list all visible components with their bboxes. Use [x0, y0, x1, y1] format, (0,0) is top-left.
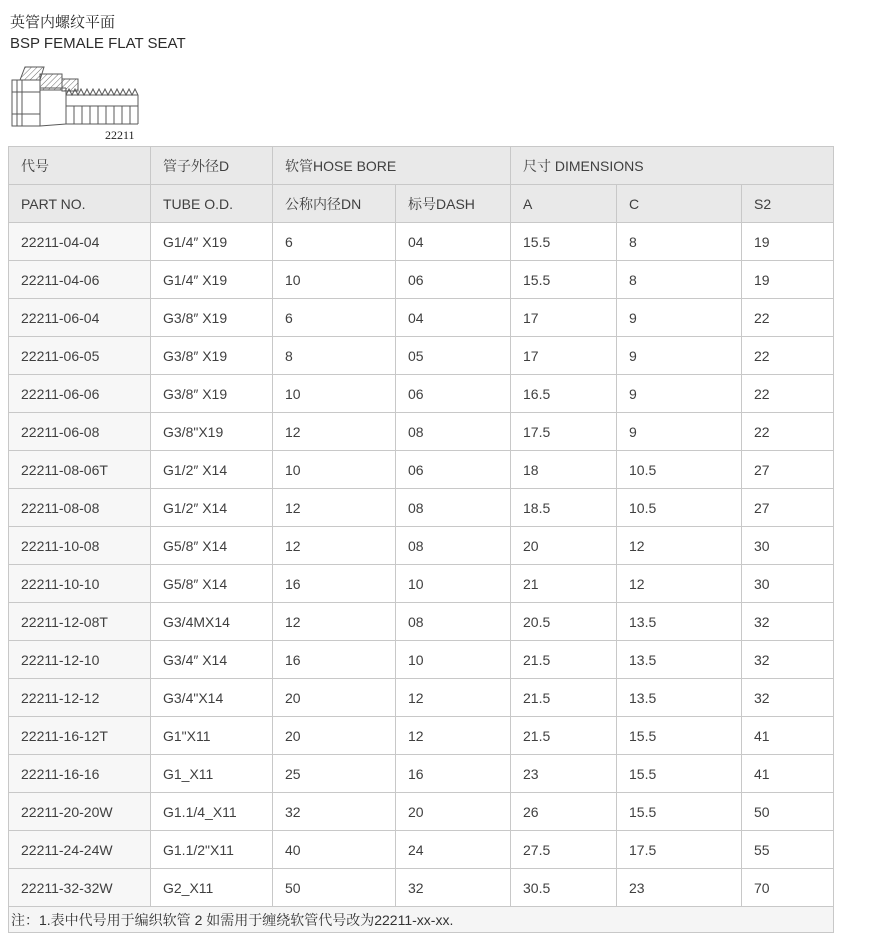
table-cell: 22211-24-24W	[9, 831, 151, 869]
table-cell: 22211-10-08	[9, 527, 151, 565]
table-cell: 16.5	[511, 375, 617, 413]
table-cell: 9	[617, 299, 742, 337]
table-cell: 15.5	[617, 793, 742, 831]
table-cell: 16	[396, 755, 511, 793]
table-cell: 12	[617, 565, 742, 603]
table-cell: 8	[617, 261, 742, 299]
table-cell: 22211-16-16	[9, 755, 151, 793]
table-cell: 50	[273, 869, 396, 907]
table-cell: 12	[396, 679, 511, 717]
fitting-drawing	[8, 62, 153, 142]
header-row-1	[9, 147, 834, 185]
table-cell: 22211-12-12	[9, 679, 151, 717]
table-cell: 12	[273, 489, 396, 527]
table-cell: 22	[742, 413, 834, 451]
table-cell: 18	[511, 451, 617, 489]
table-cell: 10	[396, 565, 511, 603]
table-cell: 08	[396, 603, 511, 641]
table-cell: 22211-06-08	[9, 413, 151, 451]
table-cell: 10	[396, 641, 511, 679]
header-part-no-cn: 代号	[9, 147, 151, 185]
fitting-outline	[12, 67, 138, 126]
table-cell: 15.5	[511, 223, 617, 261]
table-cell: 22211-10-10	[9, 565, 151, 603]
table-cell: G5/8″ X14	[151, 527, 273, 565]
table-cell: 10.5	[617, 489, 742, 527]
table-row	[9, 261, 834, 299]
table-row	[9, 603, 834, 641]
table-row	[9, 565, 834, 603]
table-cell: G3/4"X14	[151, 679, 273, 717]
table-cell: 9	[617, 413, 742, 451]
header-hose-bore: 软管HOSE BORE	[273, 147, 511, 185]
table-cell: 21	[511, 565, 617, 603]
table-cell: 25	[273, 755, 396, 793]
table-header	[9, 147, 834, 223]
table-cell: 26	[511, 793, 617, 831]
table-cell: 22211-06-06	[9, 375, 151, 413]
table-cell: 20	[273, 679, 396, 717]
table-cell: 10	[273, 375, 396, 413]
table-cell: 18.5	[511, 489, 617, 527]
drawing-part-number: 22211	[105, 128, 135, 142]
table-cell: 06	[396, 451, 511, 489]
table-cell: 06	[396, 375, 511, 413]
table-cell: 23	[617, 869, 742, 907]
table-cell: 22211-06-05	[9, 337, 151, 375]
table-cell: 13.5	[617, 603, 742, 641]
table-cell: 32	[273, 793, 396, 831]
table-cell: G3/8″ X19	[151, 375, 273, 413]
table-cell: 22211-06-04	[9, 299, 151, 337]
table-cell: 17.5	[511, 413, 617, 451]
spec-table	[8, 146, 834, 933]
table-row	[9, 337, 834, 375]
table-cell: 08	[396, 489, 511, 527]
table-cell: 10	[273, 451, 396, 489]
table-cell: 12	[617, 527, 742, 565]
table-cell: 22211-12-10	[9, 641, 151, 679]
table-row	[9, 489, 834, 527]
table-cell: 8	[273, 337, 396, 375]
header-dim-s2: S2	[742, 185, 834, 223]
table-cell: 32	[742, 603, 834, 641]
table-cell: G3/4MX14	[151, 603, 273, 641]
table-cell: 10	[273, 261, 396, 299]
table-cell: 08	[396, 413, 511, 451]
table-cell: G3/8"X19	[151, 413, 273, 451]
table-row	[9, 451, 834, 489]
table-cell: G1.1/4_X11	[151, 793, 273, 831]
table-cell: 08	[396, 527, 511, 565]
table-cell: 19	[742, 223, 834, 261]
table-cell: 32	[396, 869, 511, 907]
header-dim-a: A	[511, 185, 617, 223]
table-cell: 22	[742, 299, 834, 337]
table-cell: 30.5	[511, 869, 617, 907]
table-row	[9, 869, 834, 907]
table-cell: 15.5	[617, 717, 742, 755]
table-cell: G2_X11	[151, 869, 273, 907]
table-cell: 27.5	[511, 831, 617, 869]
table-cell: G1/4″ X19	[151, 261, 273, 299]
page-title-chinese: 英管内螺纹平面	[10, 14, 116, 31]
table-cell: 50	[742, 793, 834, 831]
table-cell: 8	[617, 223, 742, 261]
table-cell: 20	[511, 527, 617, 565]
table-cell: 21.5	[511, 679, 617, 717]
table-row	[9, 299, 834, 337]
table-cell: 32	[742, 679, 834, 717]
table-cell: 05	[396, 337, 511, 375]
table-cell: 10.5	[617, 451, 742, 489]
table-cell: 15.5	[511, 261, 617, 299]
table-cell: 22	[742, 375, 834, 413]
table-cell: 20	[396, 793, 511, 831]
table-cell: G1/2″ X14	[151, 451, 273, 489]
table-cell: G3/8″ X19	[151, 337, 273, 375]
table-cell: 21.5	[511, 641, 617, 679]
table-cell: 13.5	[617, 641, 742, 679]
table-cell: 30	[742, 527, 834, 565]
header-dimensions: 尺寸 DIMENSIONS	[511, 147, 834, 185]
table-cell: 12	[273, 527, 396, 565]
table-cell: G3/4″ X14	[151, 641, 273, 679]
table-cell: 22211-20-20W	[9, 793, 151, 831]
table-body	[9, 223, 834, 907]
table-cell: 20.5	[511, 603, 617, 641]
table-cell: 40	[273, 831, 396, 869]
header-dash: 标号DASH	[396, 185, 511, 223]
table-cell: 27	[742, 451, 834, 489]
table-cell: 23	[511, 755, 617, 793]
header-nominal-bore: 公称内径DN	[273, 185, 396, 223]
table-row	[9, 679, 834, 717]
header-tube-od-cn: 管子外径D	[151, 147, 273, 185]
table-cell: 24	[396, 831, 511, 869]
table-cell: 04	[396, 299, 511, 337]
table-cell: 12	[273, 413, 396, 451]
table-cell: 13.5	[617, 679, 742, 717]
table-cell: 16	[273, 565, 396, 603]
table-cell: 41	[742, 755, 834, 793]
table-cell: 22211-32-32W	[9, 869, 151, 907]
table-cell: 12	[396, 717, 511, 755]
table-row	[9, 755, 834, 793]
table-cell: 9	[617, 337, 742, 375]
table-cell: 20	[273, 717, 396, 755]
table-cell: 16	[273, 641, 396, 679]
note-row	[9, 907, 834, 933]
table-cell: 9	[617, 375, 742, 413]
table-cell: 55	[742, 831, 834, 869]
table-cell: 30	[742, 565, 834, 603]
page-title-english: BSP FEMALE FLAT SEAT	[10, 35, 186, 52]
header-dim-c: C	[617, 185, 742, 223]
table-row	[9, 793, 834, 831]
table-cell: G1"X11	[151, 717, 273, 755]
table-row	[9, 527, 834, 565]
table-cell: G3/8″ X19	[151, 299, 273, 337]
table-cell: 19	[742, 261, 834, 299]
table-row	[9, 223, 834, 261]
table-cell: 04	[396, 223, 511, 261]
table-cell: G1.1/2"X11	[151, 831, 273, 869]
table-cell: 17.5	[617, 831, 742, 869]
table-row	[9, 413, 834, 451]
table-row	[9, 831, 834, 869]
table-cell: 22211-08-08	[9, 489, 151, 527]
table-cell: 15.5	[617, 755, 742, 793]
title-block	[10, 12, 870, 54]
table-cell: 6	[273, 299, 396, 337]
table-cell: 17	[511, 337, 617, 375]
table-cell: G1_X11	[151, 755, 273, 793]
table-cell: 22211-12-08T	[9, 603, 151, 641]
table-row	[9, 717, 834, 755]
table-row	[9, 641, 834, 679]
table-cell: 22211-04-06	[9, 261, 151, 299]
table-cell: 6	[273, 223, 396, 261]
table-cell: 22211-16-12T	[9, 717, 151, 755]
table-cell: 21.5	[511, 717, 617, 755]
table-cell: 22211-04-04	[9, 223, 151, 261]
table-footer	[9, 907, 834, 933]
table-row	[9, 375, 834, 413]
table-cell: 27	[742, 489, 834, 527]
header-tube-od: TUBE O.D.	[151, 185, 273, 223]
table-cell: G5/8″ X14	[151, 565, 273, 603]
table-cell: 32	[742, 641, 834, 679]
table-cell: 12	[273, 603, 396, 641]
table-cell: 22211-08-06T	[9, 451, 151, 489]
table-cell: 17	[511, 299, 617, 337]
table-cell: G1/2″ X14	[151, 489, 273, 527]
header-part-no: PART NO.	[9, 185, 151, 223]
table-cell: G1/4″ X19	[151, 223, 273, 261]
table-cell: 06	[396, 261, 511, 299]
table-cell: 41	[742, 717, 834, 755]
table-cell: 70	[742, 869, 834, 907]
table-note: 注：1.表中代号用于编织软管 2 如需用于缠绕软管代号改为22211-xx-xx.	[9, 907, 834, 933]
table-cell: 22	[742, 337, 834, 375]
header-row-2	[9, 185, 834, 223]
